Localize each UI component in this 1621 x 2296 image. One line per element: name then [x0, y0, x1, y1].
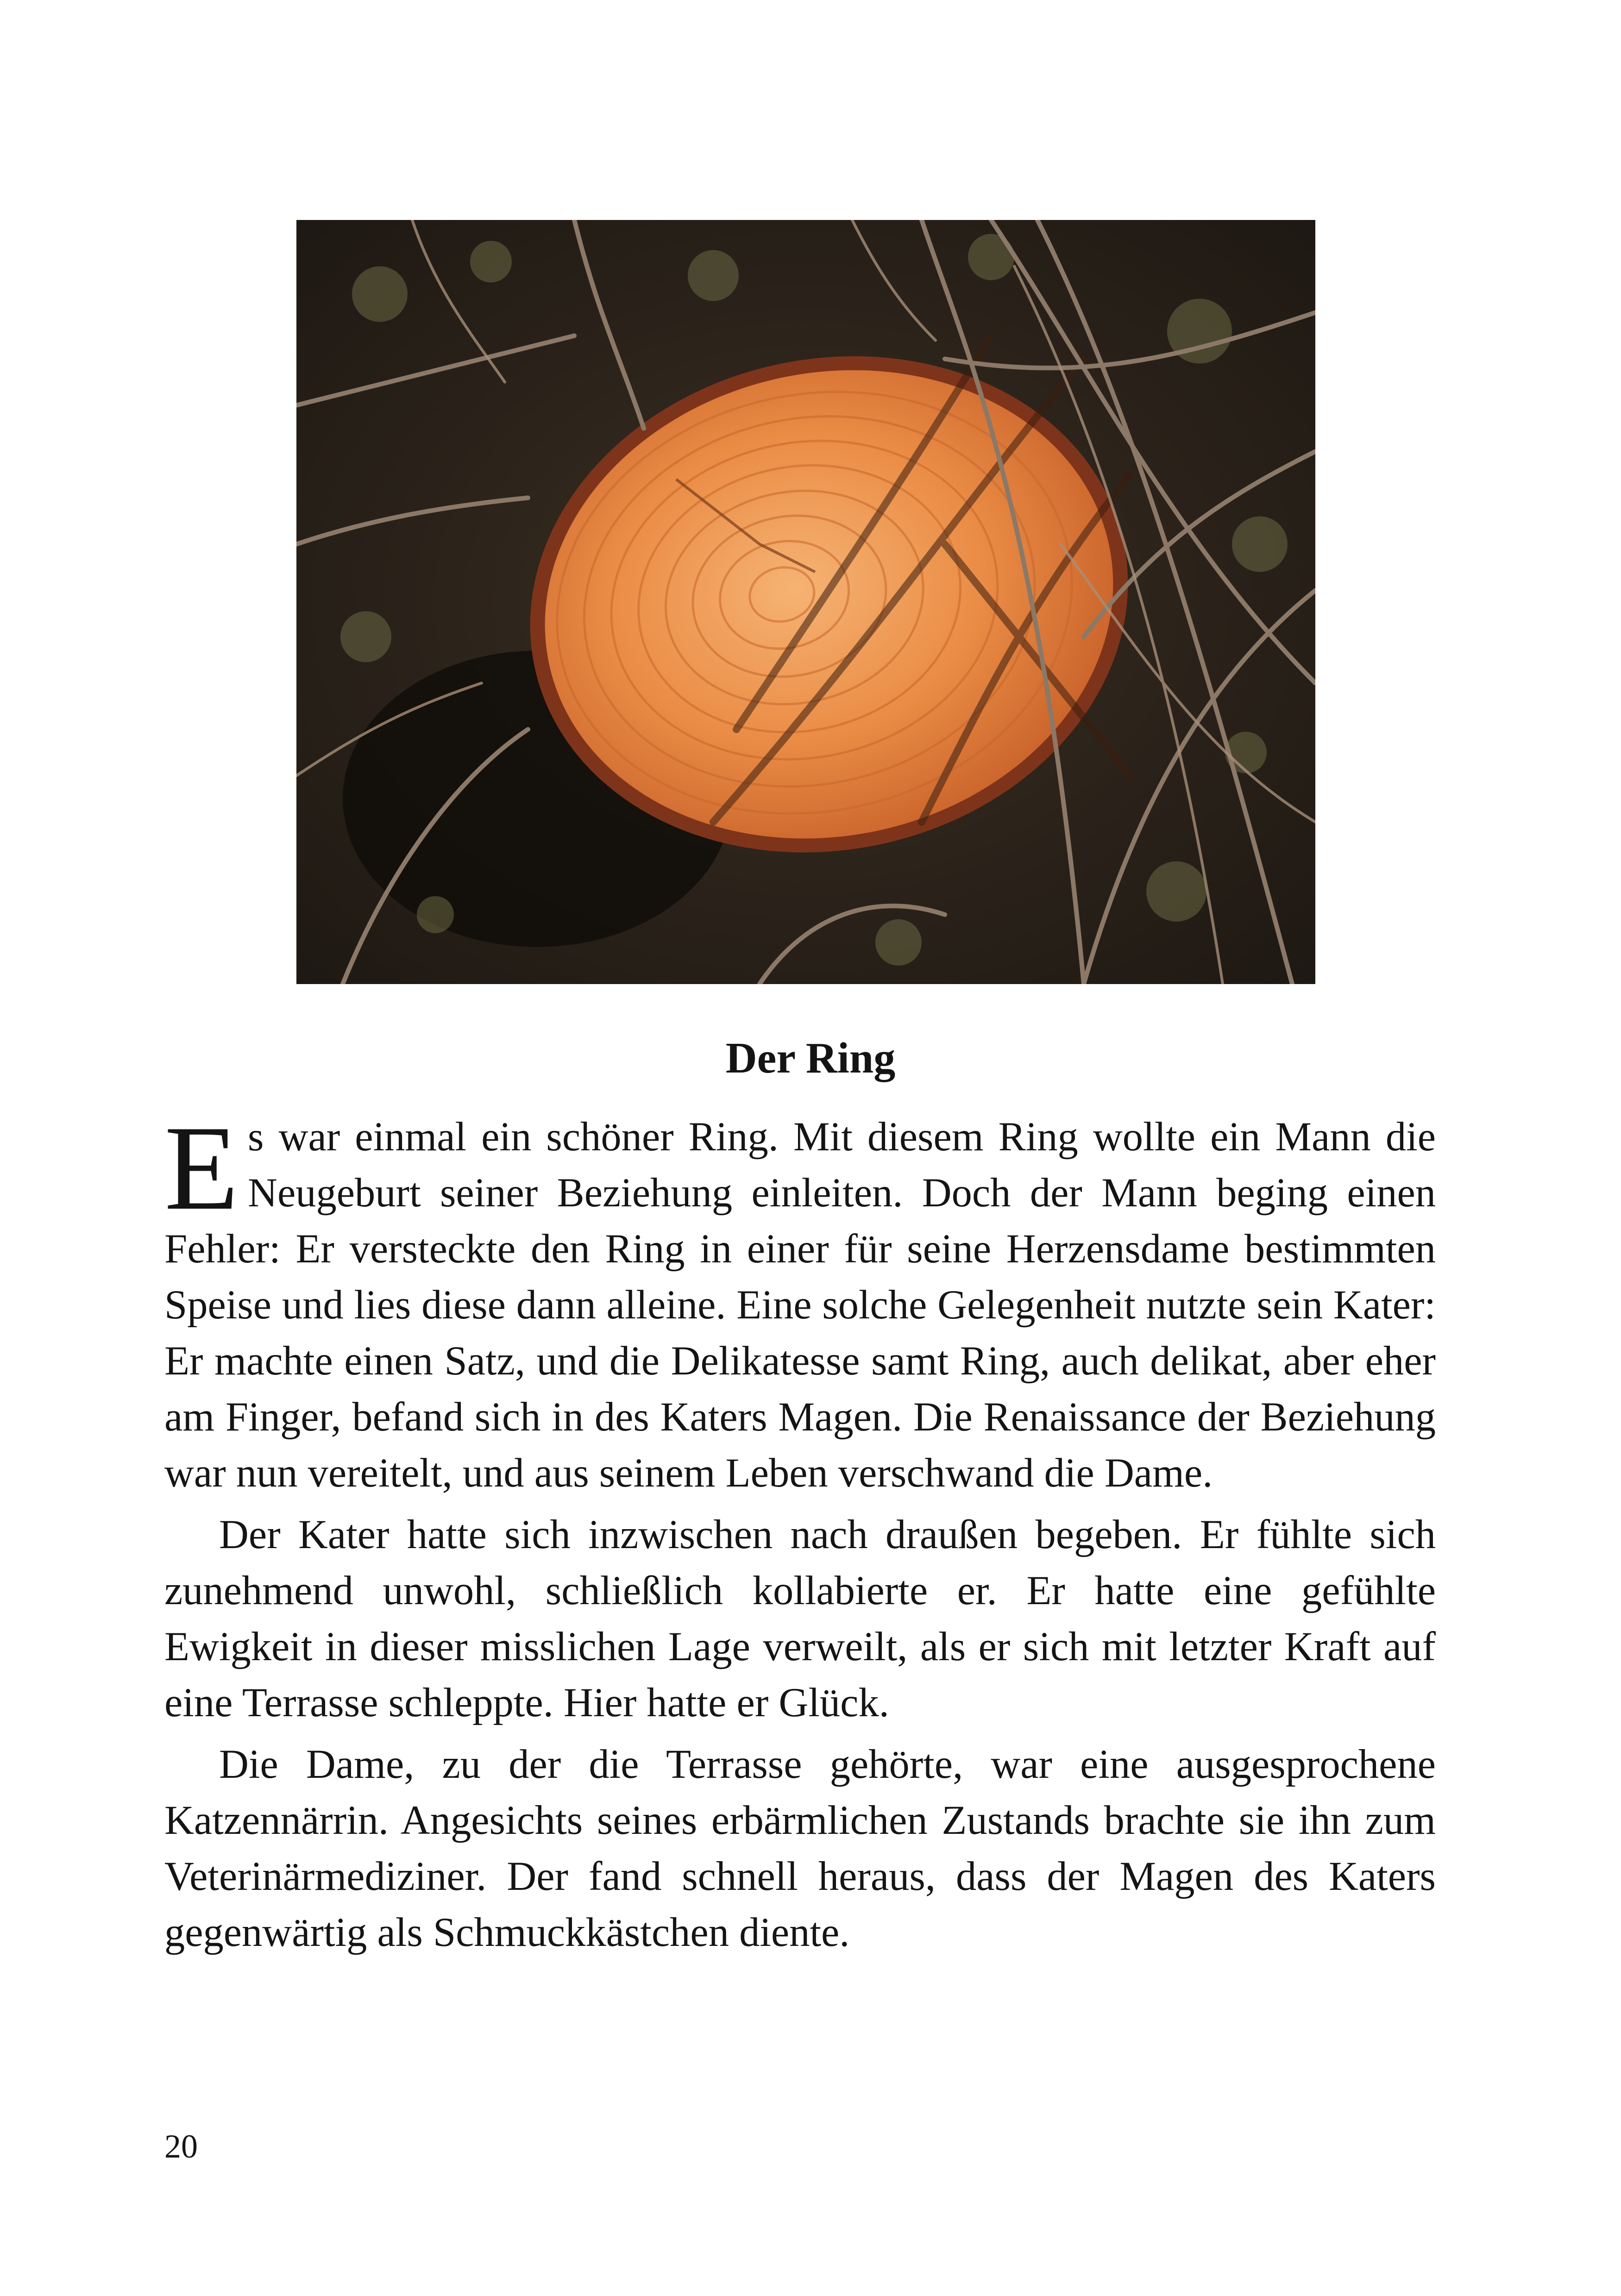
drop-cap: E	[164, 1101, 239, 1235]
paragraph-2: Der Kater hatte sich inzwischen nach draußen begeben. Er fühlte sich zunehmend unwohl, schließlich kollabierte er. Er hatte eine gefühlte Ewigkeit in dieser misslichen Lage verweilt, als er sich mit letzter Kraft auf eine Terrasse schleppte. Hier hatte er Glück.	[164, 1512, 1436, 1725]
paragraph-1-text: s war einmal ein schöner Ring. Mit diesem Ring wollte ein Mann die Neugeburt seiner Beziehung einleiten. Doch der Mann beging einen Fehler: Er versteckte den Ring in einer für seine Herzensdame bestimmten Speise und lies diese dann alleine. Eine solche Gelegenheit nutzte sein Kater: Er machte einen Satz, und die Delikatesse samt Ring, auch delikat, aber eher am Finger, befand sich in des Katers Magen. Die Renaissance der Beziehung war nun vereitelt, und aus seinem Leben verschwand die Dame.	[164, 1114, 1436, 1496]
story-title: Der Ring	[725, 1034, 896, 1082]
paragraph-1	[164, 1101, 1436, 1501]
page-number: 20	[164, 2128, 198, 2165]
paragraph-3: Die Dame, zu der die Terrasse gehörte, war eine ausgesprochene Katzennärrin. Angesichts seines erbärmlichen Zustands brachte sie ihn zum Veterinärmediziner. Der fand schnell heraus, dass der Magen des Katers gegenwärtig als Schmuckkästchen diente.	[164, 1742, 1436, 1955]
tree-stump-photo	[296, 220, 1315, 984]
story-body	[164, 1101, 1436, 1961]
